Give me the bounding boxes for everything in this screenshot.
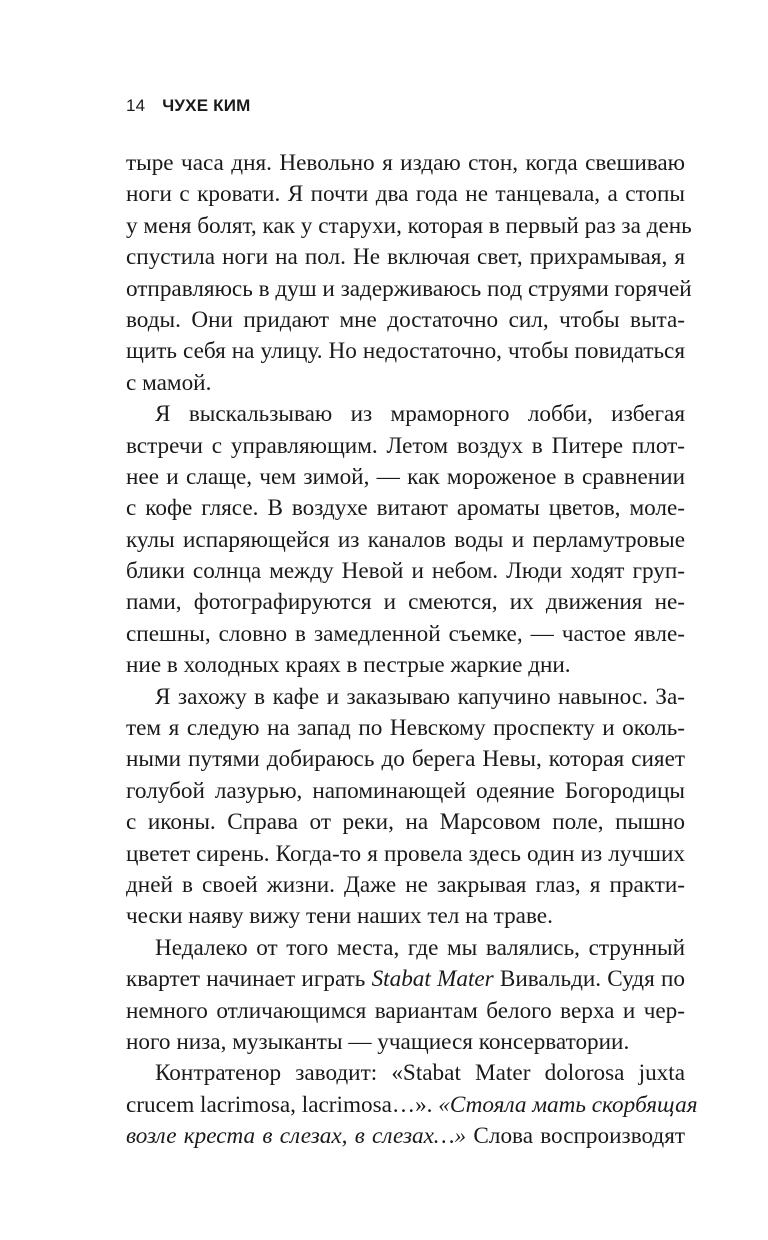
- text-segment: Слова воспроизводят: [466, 1123, 685, 1150]
- italic-quote: «Стояла мать скорбящая: [438, 1091, 698, 1118]
- text-line: цветет сирень. Когда-то я провела здесь один из лучших: [126, 840, 685, 867]
- text-line: чески наяву вижу тени наших тел на траве.: [126, 903, 553, 930]
- running-title: ЧУХЕ КИМ: [162, 96, 251, 115]
- text-line: пами, фотографируются и смеются, их движения не-: [126, 589, 685, 616]
- text-line: Недалеко от того места, где мы валялись, струнный: [155, 934, 685, 961]
- text-line: воды. Они придают мне достаточно сил, чтобы выта-: [126, 306, 685, 333]
- text-line: Я захожу в кафе и заказываю капучино навынос. За-: [155, 683, 685, 710]
- text-line: тем я следую на запад по Невскому проспекту и околь-: [126, 715, 685, 742]
- text-segment: Вивальди. Судя по: [493, 966, 685, 993]
- text-line: у меня болят, как у старухи, которая в первый раз за день: [126, 212, 692, 239]
- text-line: ными путями добираюсь до берега Невы, которая сияет: [126, 746, 685, 773]
- text-segment: crucem lacrimosa, lacrimosa…».: [126, 1091, 439, 1118]
- text-line: с кофе глясе. В воздухе витают ароматы цветов, моле-: [126, 495, 685, 522]
- text-line: нее и слаще, чем зимой, — как мороженое в сравнении: [126, 463, 685, 490]
- text-line: спустила ноги на пол. Не включая свет, прихрамывая, я: [126, 244, 685, 271]
- page-number: 14: [126, 96, 146, 115]
- text-line-mixed: [126, 1090, 698, 1121]
- text-line: спешны, словно в замедленной съемке, — частое явле-: [126, 620, 685, 647]
- text-line: тыре часа дня. Невольно я издаю стон, когда свешиваю: [126, 150, 685, 176]
- paragraph-2: [126, 399, 685, 682]
- text-line: Я выскальзываю из мраморного лобби, избегая: [155, 401, 685, 428]
- italic-quote: возле креста в слезах, в слезах…»: [126, 1123, 467, 1150]
- text-line: голубой лазурью, напоминающей одеяние Богородицы: [126, 777, 685, 804]
- text-line: дней в своей жизни. Даже не закрывая глаз, я практи-: [126, 871, 685, 898]
- paragraph-3: [126, 682, 685, 933]
- text-line: ного низа, музыканты — учащиеся консерватории.: [126, 1028, 630, 1055]
- text-segment: квартет начинает играть: [126, 966, 372, 993]
- text-line: щить себя на улицу. Но недостаточно, чтобы повидаться: [126, 338, 685, 365]
- text-line: с мамой.: [126, 369, 212, 396]
- text-line: ноги с кровати. Я почти два года не танцевала, а стопы: [126, 181, 685, 208]
- paragraph-4: [126, 933, 685, 1059]
- text-line: отправляюсь в душ и задерживаюсь под струями горячей: [126, 275, 692, 302]
- body-text: [126, 148, 698, 1153]
- paragraph-1: [126, 148, 692, 399]
- text-line: с иконы. Справа от реки, на Марсовом поле, пышно: [126, 809, 685, 836]
- text-line: Контратенор заводит: «Stabat Mater dolorosa juxta: [155, 1060, 685, 1087]
- running-header: [126, 96, 251, 116]
- text-line: кулы испаряющейся из каналов воды и перламутровые: [126, 526, 685, 553]
- text-line: блики солнца между Невой и небом. Люди ходят груп-: [126, 558, 685, 585]
- text-line: ние в холодных краях в пестрые жаркие дни.: [126, 652, 571, 679]
- text-line-mixed: [126, 1121, 685, 1152]
- italic-title: Stabat Mater: [371, 966, 494, 993]
- text-line: немного отличающимся вариантам белого верха и чер-: [126, 997, 685, 1024]
- text-line: встречи с управляющим. Летом воздух в Питере плот-: [126, 432, 685, 459]
- text-line-mixed: [126, 964, 685, 995]
- paragraph-5: [126, 1058, 698, 1152]
